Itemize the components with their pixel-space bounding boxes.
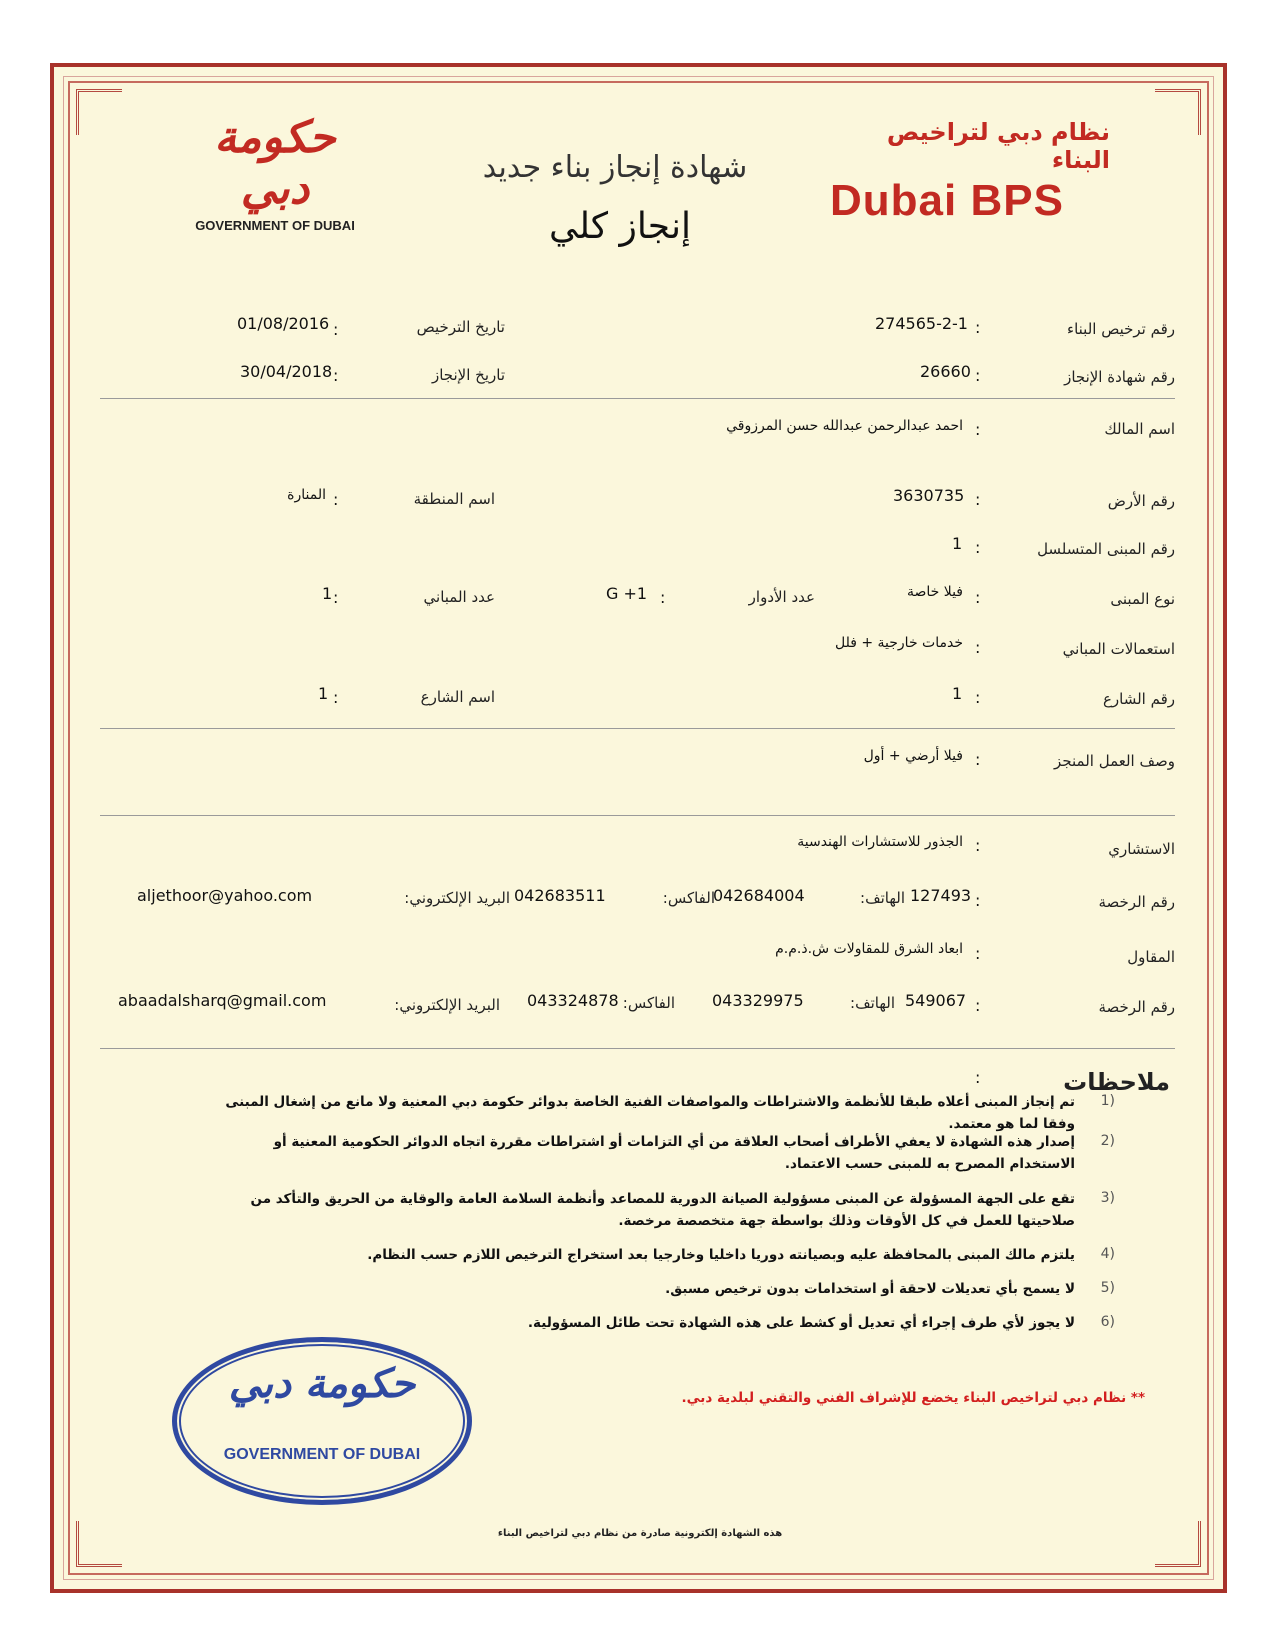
colon: : — [975, 490, 981, 509]
colon: : — [975, 1068, 981, 1087]
contractor-label: المقاول — [1127, 948, 1175, 966]
stamp-arabic: حكومة دبي — [228, 1360, 416, 1407]
consultant-email-label: البريد الإلكتروني: — [404, 889, 510, 907]
note-text: تقع على الجهة المسؤولة عن المبنى مسؤولية الصيانة الدورية للمصاعد وأنظمة السلامة العامة والوقاية من الحريق والتأكد من صلاحيتها للعمل في كل الأوقات وذلك بواسطة جهة متخصصة مرخصة. — [250, 1191, 1075, 1229]
floors-value: G +1 — [606, 584, 648, 603]
contractor-fax-label: الفاكس: — [622, 994, 675, 1012]
colon: : — [975, 588, 981, 607]
colon: : — [333, 490, 339, 509]
note-number: 1) — [1100, 1093, 1115, 1109]
note-text: إصدار هذه الشهادة لا يعفي الأطراف أصحاب العلاقة من أي التزامات أو اشتراطات مقررة اتجاه الدوائر الحكومية المعنية أو الاستخدام المصرح به للمبنى حسب الاعتماد. — [273, 1134, 1075, 1172]
street-no-value: 1 — [952, 684, 963, 703]
work-description-label: وصف العمل المنجز — [1054, 752, 1175, 770]
contractor-fax-value: 043324878 — [527, 991, 619, 1010]
consultant-fax-value: 042683511 — [514, 886, 606, 905]
area-name-value: المنارة — [287, 487, 326, 503]
colon: : — [975, 996, 981, 1015]
note-text: لا يجوز لأي طرف إجراء أي تعديل أو كشط على هذه الشهادة تحت طائل المسؤولية. — [527, 1315, 1075, 1331]
colon: : — [975, 366, 981, 385]
note-number: 4) — [1100, 1246, 1115, 1262]
usage-label: استعمالات المباني — [1062, 640, 1175, 658]
colon: : — [975, 420, 981, 439]
colon: : — [660, 588, 666, 607]
divider — [100, 1048, 1175, 1049]
contractor-name: ابعاد الشرق للمقاولات ش.ذ.م.م — [775, 941, 963, 957]
serial-no-value: 1 — [952, 534, 963, 553]
owner-name: احمد عبدالرحمن عبدالله حسن المرزوقي — [726, 418, 963, 434]
street-name-value: 1 — [318, 684, 329, 703]
stamp-english: GOVERNMENT OF DUBAI — [223, 1446, 421, 1463]
floors-label: عدد الأدوار — [748, 588, 815, 606]
consultant-name: الجذور للاستشارات الهندسية — [797, 834, 963, 850]
colon: : — [975, 638, 981, 657]
area-name-label: اسم المنطقة — [413, 490, 495, 508]
street-no-label: رقم الشارع — [1102, 690, 1175, 708]
permit-no-label: رقم ترخيص البناء — [1067, 320, 1175, 338]
colon: : — [975, 750, 981, 769]
note-number: 2) — [1100, 1133, 1115, 1149]
buildings-count-value: 1 — [322, 584, 333, 603]
note-number: 3) — [1100, 1190, 1115, 1206]
cert-no-value: 26660 — [920, 362, 971, 381]
colon: : — [975, 318, 981, 337]
colon: : — [333, 688, 339, 707]
consultant-label: الاستشاري — [1108, 840, 1175, 858]
consultant-license-label: رقم الرخصة — [1098, 893, 1175, 911]
contractor-phone-value: 043329975 — [712, 991, 804, 1010]
colon: : — [975, 836, 981, 855]
certificate-subtitle: إنجاز كلي — [548, 206, 692, 247]
contractor-email-value: abaadalsharq@gmail.com — [118, 991, 327, 1010]
note-number: 6) — [1100, 1314, 1115, 1330]
colon: : — [975, 891, 981, 910]
consultant-phone-value: 042684004 — [713, 886, 805, 905]
owner-label: اسم المالك — [1104, 420, 1175, 438]
footer-note: هذه الشهادة إلكترونية صادرة من نظام دبي لتراخيص البناء — [497, 1528, 783, 1539]
note-text: يلتزم مالك المبنى بالمحافظة عليه وبصيانته دوريا داخليا وخارجيا بعد استخراج الترخيص اللازم حسب النظام. — [367, 1247, 1075, 1263]
contractor-email-label: البريد الإلكتروني: — [394, 996, 500, 1014]
permit-date-label: تاريخ الترخيص — [416, 318, 505, 336]
contractor-phone-label: الهاتف: — [850, 994, 895, 1012]
buildings-count-label: عدد المباني — [423, 588, 495, 606]
gov-dubai-stamp — [172, 1337, 472, 1505]
colon: : — [333, 588, 339, 607]
colon: : — [975, 538, 981, 557]
consultant-fax-label: الفاكس: — [662, 889, 715, 907]
work-description-value: فيلا أرضي + أول — [863, 748, 963, 764]
gov-dubai-logo — [180, 112, 370, 233]
colon: : — [333, 320, 339, 339]
serial-no-label: رقم المبنى المتسلسل — [1037, 540, 1175, 558]
contractor-license-value: 549067 — [905, 991, 967, 1010]
colon: : — [333, 366, 339, 385]
gov-logo-english: GOVERNMENT OF DUBAI — [195, 218, 355, 233]
supervision-notice: ** نظام دبي لتراخيص البناء يخضع للإشراف الفني والتقني لبلدية دبي. — [681, 1390, 1145, 1406]
contractor-license-label: رقم الرخصة — [1098, 998, 1175, 1016]
cert-no-label: رقم شهادة الإنجاز — [1064, 368, 1175, 386]
note-number: 5) — [1100, 1280, 1115, 1296]
completion-date-value: 30/04/2018 — [240, 362, 333, 381]
certificate-title: شهادة إنجاز بناء جديد — [482, 150, 748, 185]
plot-no-label: رقم الأرض — [1107, 492, 1175, 510]
consultant-phone-label: الهاتف: — [860, 889, 905, 907]
consultant-license-value: 127493 — [910, 886, 972, 905]
bps-logo-arabic: نظام دبي لتراخيص البناء — [886, 118, 1110, 174]
building-type-value: فيلا خاصة — [906, 584, 963, 600]
street-name-label: اسم الشارع — [420, 688, 495, 706]
corner-ornament-bottom-left — [76, 1521, 122, 1567]
note-text: تم إنجاز المبنى أعلاه طبقا للأنظمة والاشتراطات والمواصفات الفنية الخاصة بدوائر حكومة دبي المعنية ولا مانع من إشغال المبنى وفقا لما هو معتمد. — [225, 1094, 1075, 1132]
plot-no-value: 3630735 — [893, 486, 965, 505]
permit-no-value: 274565-2-1 — [875, 314, 968, 333]
consultant-email-value: aljethoor@yahoo.com — [137, 886, 313, 905]
colon: : — [975, 944, 981, 963]
dubai-bps-logo — [830, 118, 1110, 226]
usage-value: خدمات خارجية + فلل — [834, 635, 963, 651]
permit-date-value: 01/08/2016 — [237, 314, 330, 333]
corner-ornament-bottom-right — [1155, 1521, 1201, 1567]
gov-logo-arabic: حكومة دبي — [214, 112, 336, 214]
completion-date-label: تاريخ الإنجاز — [431, 366, 505, 384]
note-text: لا يسمح بأي تعديلات لاحقة أو استخدامات بدون ترخيص مسبق. — [665, 1281, 1075, 1297]
corner-ornament-top-left — [76, 89, 122, 135]
bps-logo-english: Dubai BPS — [830, 176, 1064, 225]
divider — [100, 398, 1175, 399]
corner-ornament-top-right — [1155, 89, 1201, 135]
divider — [100, 728, 1175, 729]
notes-title: ملاحظات — [1063, 1068, 1170, 1096]
divider — [100, 815, 1175, 816]
building-type-label: نوع المبنى — [1110, 590, 1175, 608]
colon: : — [975, 688, 981, 707]
